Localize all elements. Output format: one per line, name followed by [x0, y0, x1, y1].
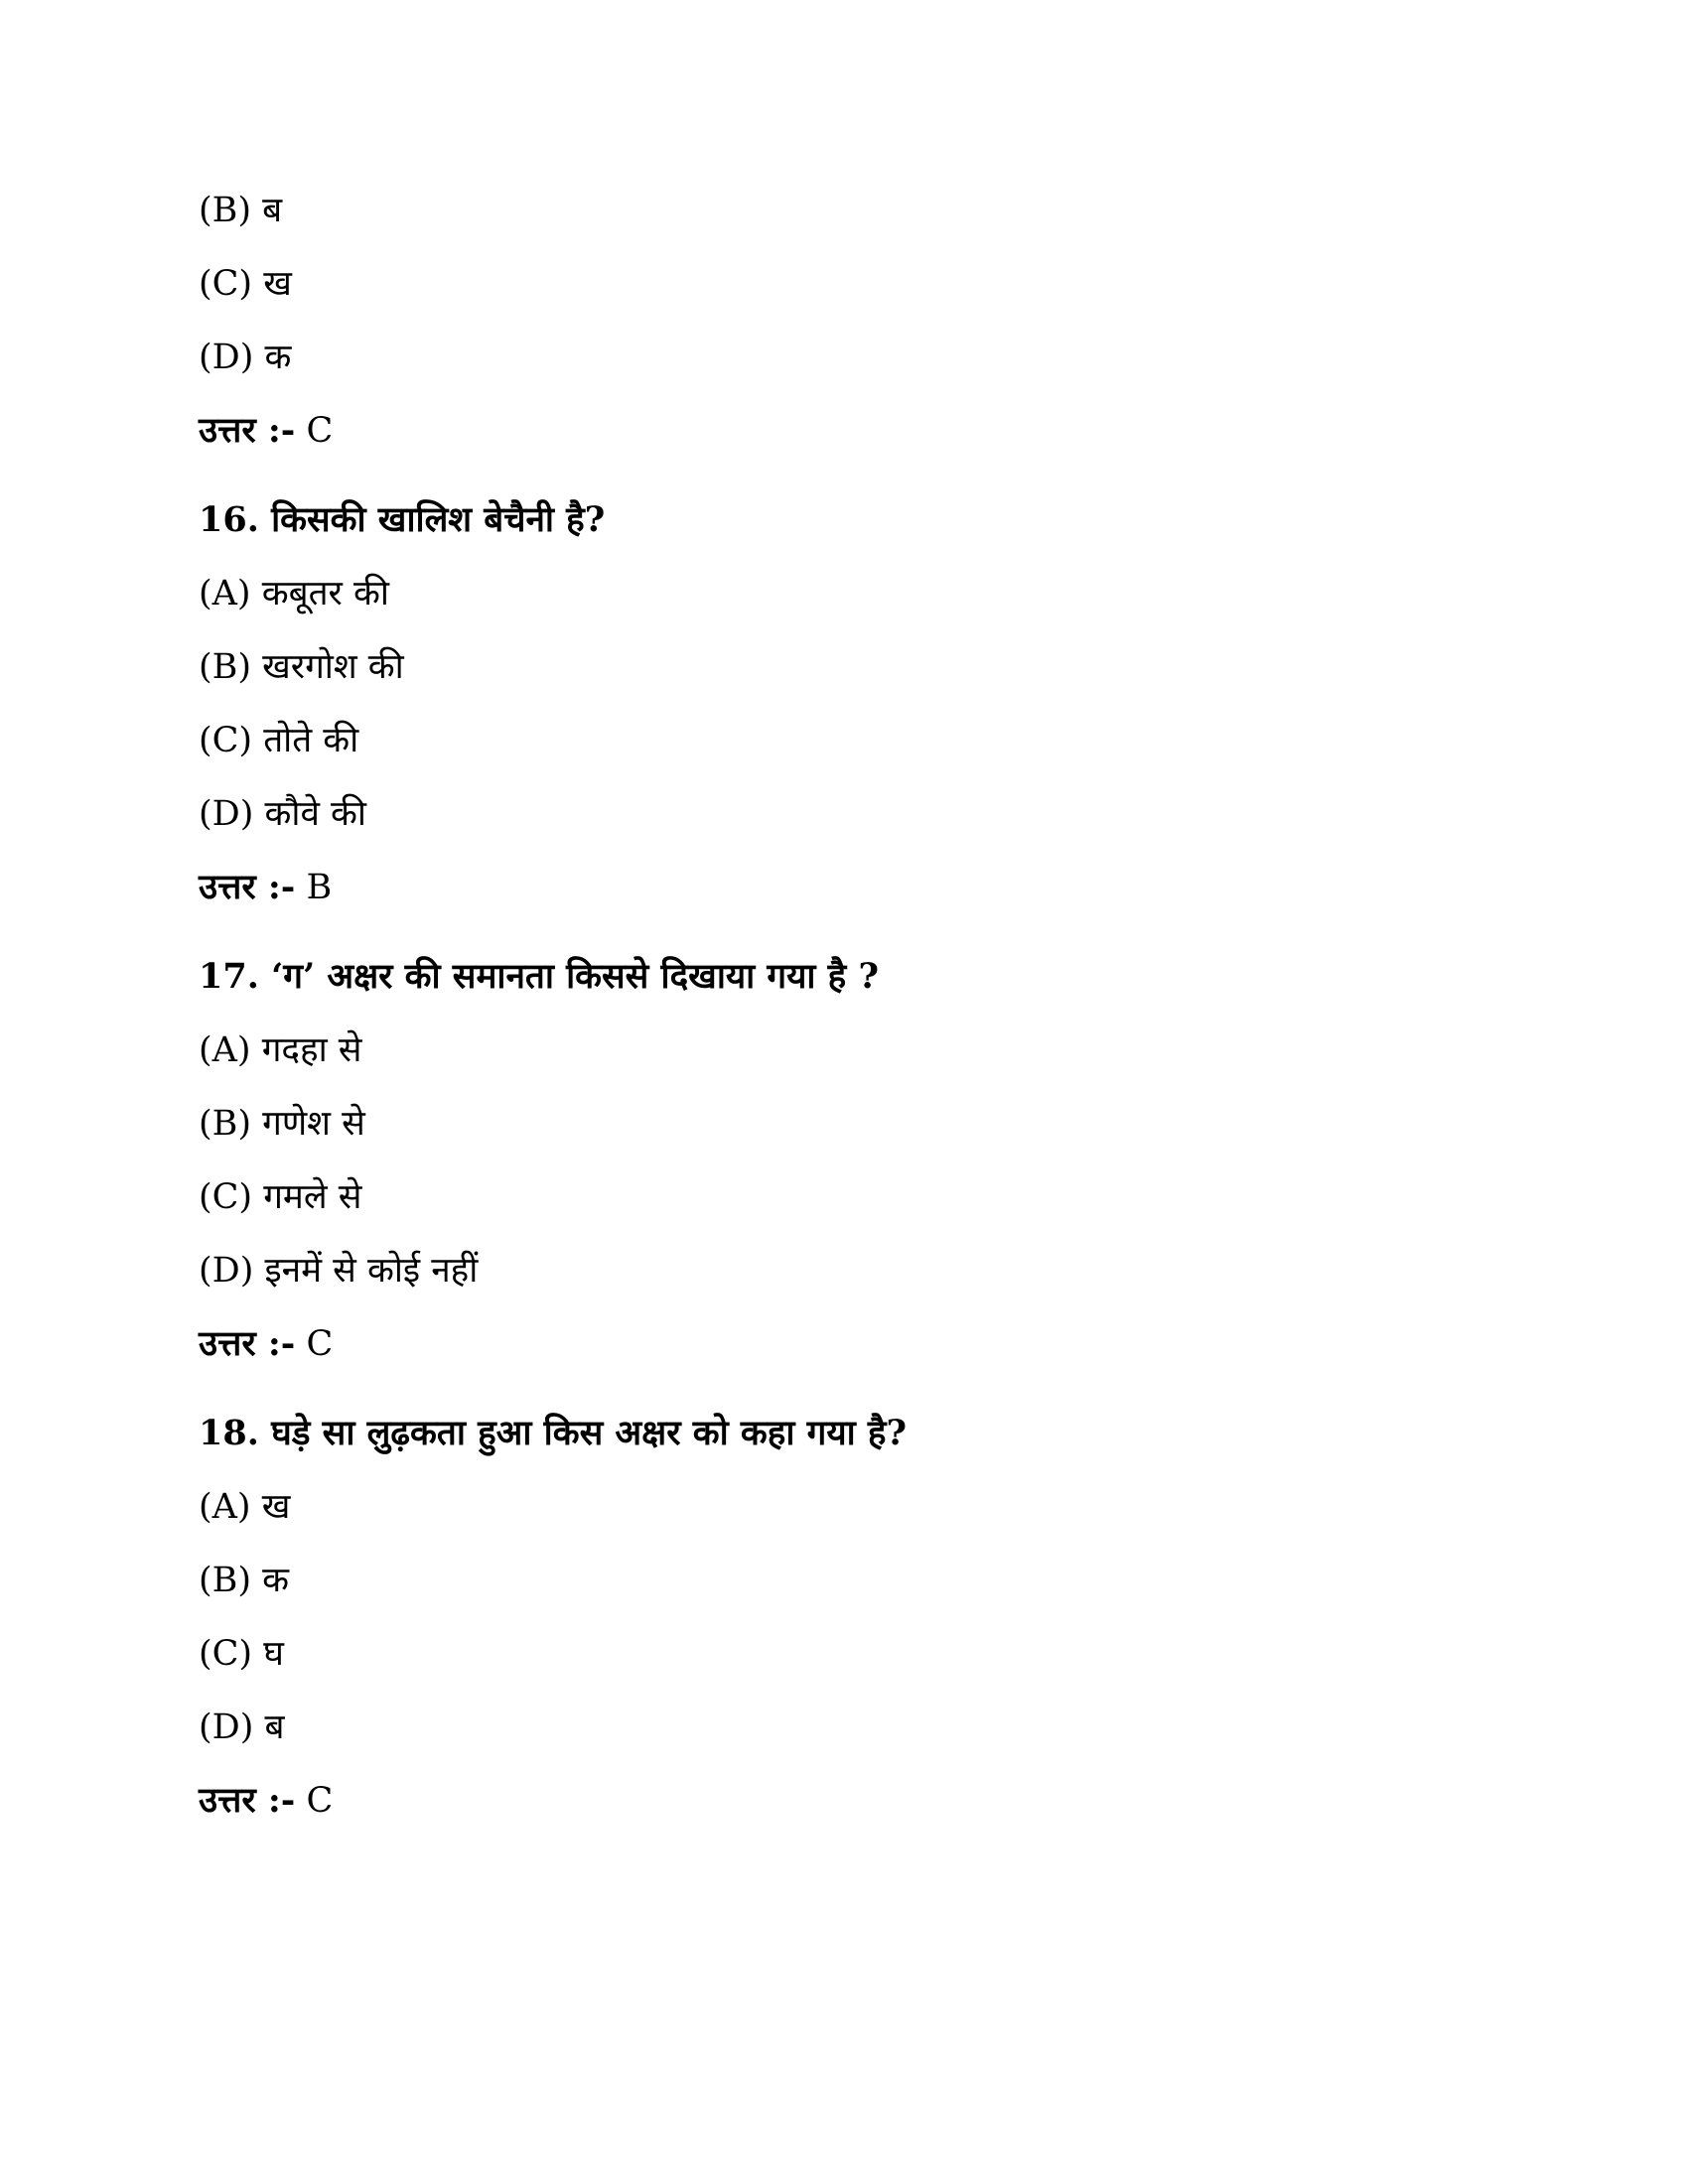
- answer-label: उत्तर :-: [199, 867, 296, 907]
- answer-value: C: [306, 1324, 334, 1364]
- option-c: (C) घ: [199, 1634, 284, 1674]
- option-c: (C) तोते की: [199, 721, 359, 760]
- question-text: 16. किसकी खालिश बेचैनी है?: [199, 499, 606, 540]
- option-d: (D) ब: [199, 1707, 285, 1747]
- option-b: (B) ब: [199, 191, 283, 230]
- option-b: (B) खरगोश की: [199, 647, 404, 687]
- answer-value: C: [306, 1781, 334, 1821]
- question-15-continuation: [199, 189, 1489, 453]
- document-page: [199, 189, 1489, 1852]
- question-text: 17. ‘ग’ अक्षर की समानता किससे दिखाया गया है ?: [199, 956, 879, 997]
- option-d: (D) कौवे की: [199, 794, 366, 834]
- answer-line: [199, 1779, 1489, 1823]
- question-17: [199, 955, 1489, 1366]
- question-16: [199, 498, 1489, 909]
- question-text: 18. घड़े सा लुढ़कता हुआ किस अक्षर को कहा गया है?: [199, 1413, 907, 1453]
- answer-line: [199, 866, 1489, 909]
- answer-label: उत्तर :-: [199, 1323, 296, 1364]
- answer-value: B: [306, 868, 333, 907]
- answer-label: उत्तर :-: [199, 410, 296, 451]
- answer-value: C: [306, 411, 334, 451]
- option-d: (D) इनमें से कोई नहीं: [199, 1251, 479, 1291]
- answer-label: उत्तर :-: [199, 1780, 296, 1821]
- answer-line: [199, 409, 1489, 453]
- option-a: (A) गदहा से: [199, 1030, 362, 1070]
- option-d: (D) क: [199, 338, 292, 377]
- option-c: (C) ख: [199, 264, 292, 304]
- option-a: (A) कबूतर की: [199, 574, 389, 614]
- option-b: (B) गणेश से: [199, 1104, 365, 1144]
- answer-line: [199, 1322, 1489, 1366]
- question-18: [199, 1412, 1489, 1823]
- option-b: (B) क: [199, 1561, 290, 1600]
- option-a: (A) ख: [199, 1487, 291, 1527]
- option-c: (C) गमले से: [199, 1177, 362, 1217]
